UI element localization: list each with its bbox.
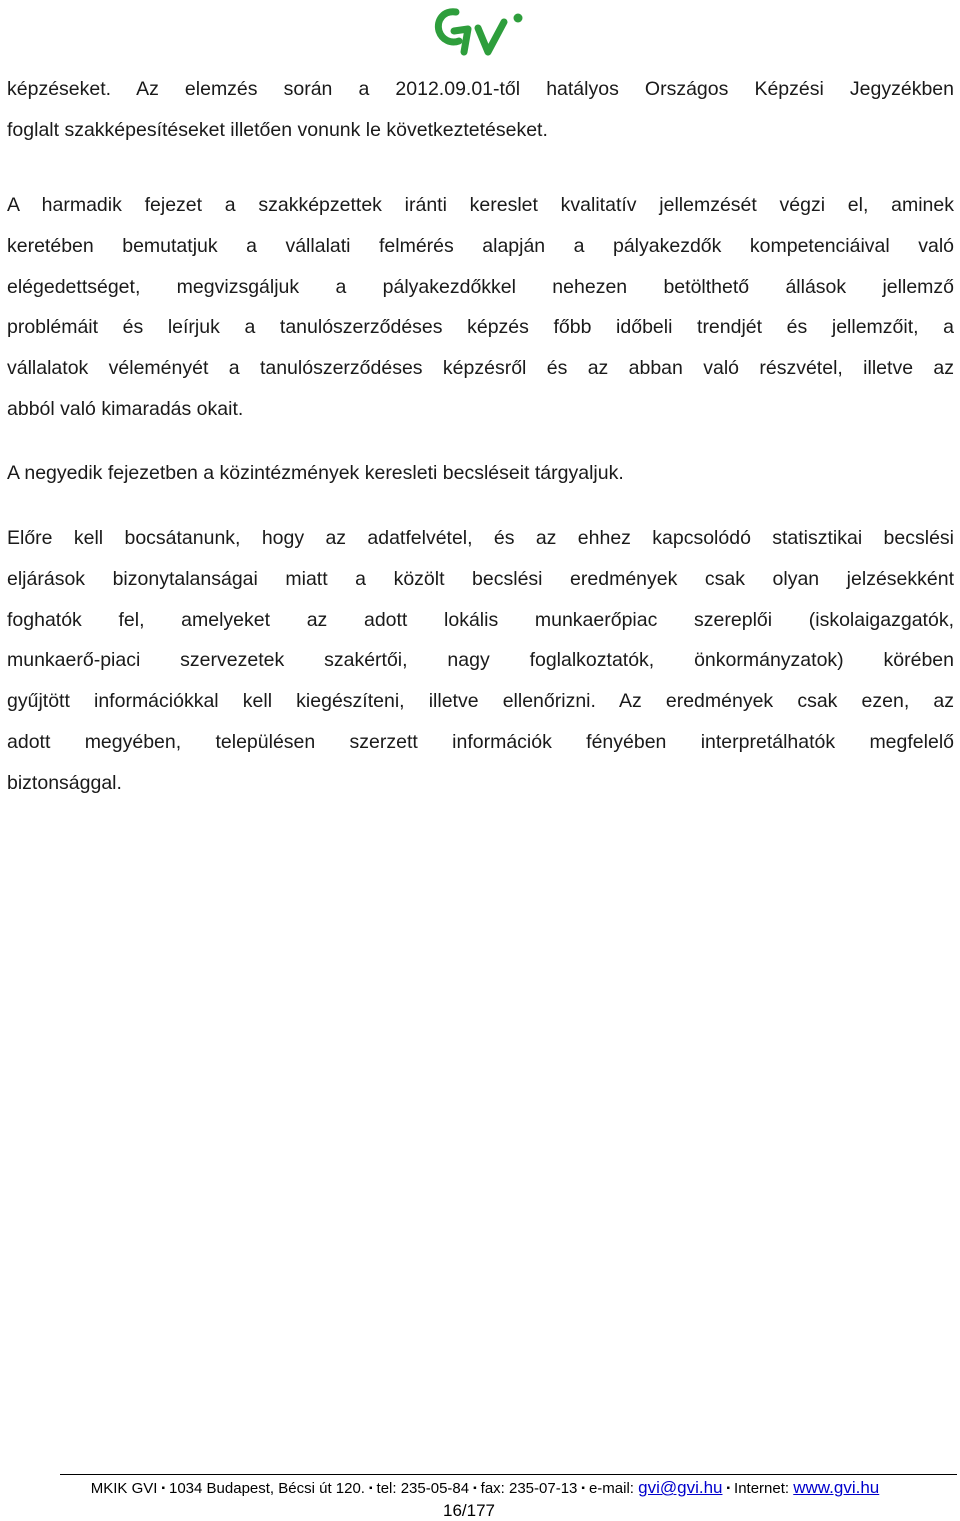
text-line: Előre kell bocsátanunk, hogy az adatfelvétel, és az ehhez kapcsolódó statisztikai becslési [7,527,954,549]
text-line: elégedettséget, megvizsgáljuk a pályakezdőkkel nehezen betölthető állások jellemző [7,275,954,298]
text-line: foghatók fel, amelyeket az adott lokális munkaerőpiac szereplői (iskolaigazgatók, [7,608,954,631]
text-line: munkaerő-piaci szervezetek szakértői, nagy foglalkoztatók, önkormányzatok) körében [7,649,954,672]
text-line: keretében bemutatjuk a vállalati felmérés alapján a pályakezdők kompetenciáival való [7,234,954,257]
footer-email-label: e-mail: [588,1480,634,1497]
footer-fax: fax: 235-07-13 [480,1480,578,1497]
paragraph-3 [7,453,954,494]
text-line: gyűjtött információkkal kell kiegészíteni, illetve ellenőrizni. Az eredmények csak ezen, az [7,690,954,713]
text-line: eljárások bizonytalanságai miatt a közölt becslési eredmények csak olyan jelzésekként [7,567,954,590]
footer-org: MKIK GVI [90,1480,158,1497]
footer-separator: ▪ [473,1483,477,1494]
text-line: képzéseket. Az elemzés során a 2012.09.01-től hatályos Országos Képzési Jegyzékben [7,78,954,100]
text-line: vállalatok véleményét a tanulószerződéses képzésről és az abban való részvétel, illetve az [7,357,954,380]
text-line: abból való kimaradás okait. [7,397,244,420]
footer-address: 1034 Budapest, Bécsi út 120. [169,1480,365,1497]
footer-email-link[interactable]: gvi@gvi.hu [638,1478,723,1497]
logo-dot [514,14,523,23]
text-line: A harmadik fejezet a szakképzettek iránti kereslet kvalitatív jellemzését végzi el, aminek [7,194,954,216]
footer-website-link[interactable]: www.gvi.hu [793,1478,880,1497]
footer-separator: ▪ [161,1483,165,1494]
footer-contact [0,1478,960,1499]
footer-internet-label: Internet: [734,1480,790,1497]
footer-divider [60,1474,957,1475]
text-line: foglalt szakképesítéseket illetően vonunk le következtetéseket. [7,118,548,141]
text-line: A negyedik fejezetben a közintézmények keresleti becsléseit tárgyaljuk. [7,462,624,484]
text-line: adott megyében, településen szerzett információk fényében interpretálhatók megfelelő [7,730,954,753]
footer-separator: ▪ [581,1483,585,1494]
gvi-logo [434,4,528,60]
page-footer [0,1478,960,1521]
footer-separator: ▪ [726,1483,731,1494]
paragraph-2 [7,185,954,430]
footer-tel: tel: 235-05-84 [376,1480,470,1497]
paragraph-4 [7,518,954,804]
paragraph-1 [7,69,954,151]
logo-g-arc [438,12,459,42]
text-line: biztonsággal. [7,771,122,794]
logo-v [478,22,504,52]
text-line: problémáit és leírjuk a tanulószerződéses képzés főbb időbeli trendjét és jellemzőit, a [7,316,954,339]
page-number: 16/177 [443,1501,495,1520]
footer-separator: ▪ [368,1483,373,1494]
